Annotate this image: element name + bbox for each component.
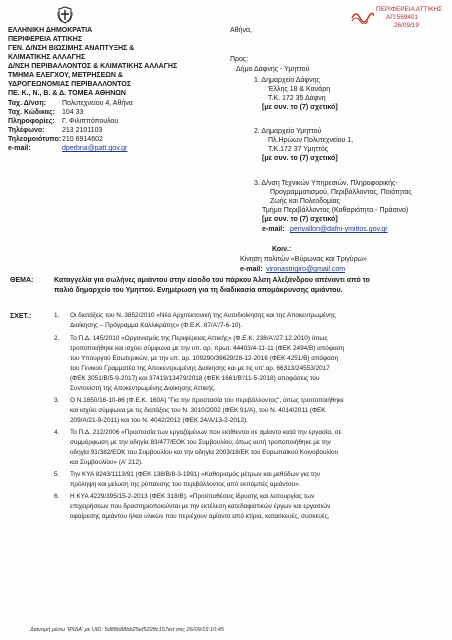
email-label: e-mail: [8,145,31,152]
info-label: Πληροφορίες: [8,118,55,125]
reference-line: Την ΚΥΑ 8243/1113/91 (ΦΕΚ 138/Β/8-3-1991) «Καθορισμός μέτρων και μεθόδων για την [70,471,320,478]
reference-line: συμμόρφωση με την οδηγία 83/477/ΕΟΚ του Συμβουλίου, όπως αυτή τροποποιήθηκε με την [70,439,331,446]
recipient-note: [με συν. το (7) σχετικό] [262,155,338,162]
recipient-line: Τμήμα Περιβάλλοντος (Καθαριότητα - Πράσινο) [262,207,409,214]
address-value: Πολυτεχνείου 4, Αθήνα [62,100,133,107]
recipient-line: Προγραμματισμού, Περιβάλλοντος, Ποιότητας [270,189,412,196]
recipient-note: [με συν. το (7) σχετικό] [262,104,338,111]
copy-email-label: e-mail: [240,266,263,273]
protocol-stamp [372,5,444,35]
copy-email-link[interactable]: vironastrigiro@gmail.com [266,266,346,273]
reference-line: 209/Α/21-9-2011) και του Ν. 4042/2012 (ΦΕΚ 24/Α/13-2-2012). [70,417,248,424]
fax-label: Τηλεομοιότυπο: [8,136,62,143]
stamp-date: 26/09/19 [394,22,419,29]
recipient-line: 1. Δημαρχείο Δάφνης [254,77,320,84]
region-logo-icon [350,6,374,24]
distribution-footer: Διανομή μέσω 'ΙΡΙΔΑ' με UID: 5d88b88bb25ef522ffc157ed στις 26/09/19 10:45 [30,627,224,633]
sender-line: ΠΕΡΙΦΕΡΕΙΑ ΑΤΤΙΚΗΣ [8,36,83,43]
recipient-line: Τ.Κ.172 37 Υμηττός [268,146,329,153]
phone-value: 213 2101103 [62,127,103,134]
reference-number: 6. [54,493,60,500]
sender-line: ΠΕ. Κ., Ν., Β. & Δ. ΤΟΜΕΑ ΑΘΗΝΩΝ [8,90,126,97]
sender-line: Δ/ΝΣΗ ΠΕΡΙΒΑΛΛΟΝΤΟΣ & ΚΛΙΜΑΤΙΚΗΣ ΑΛΛΑΓΗΣ [8,63,178,70]
sender-line: ΓΕΝ. Δ/ΝΣΗ ΒΙΩΣΙΜΗΣ ΑΝΑΠΤΥΞΗΣ & [8,45,135,52]
subject-line: Καταγγελία για σωλήνες αμιάντου στην είσοδο του πάρκου Άλση Αλεξάνδρου απέναντι από το [54,277,370,284]
reference-line: και Συμβουλίου» (Α' 212). [70,459,143,466]
reference-number: 2. [54,335,60,342]
stamp-protocol: ΑΠ:569401 [386,14,418,21]
reference-line: οδηγία 91/382/ΕΟΚ του Συμβουλίου και την οδηγία 2003/18/ΕΚ του Ευρωπαϊκού Κοινοβουλίου [70,449,339,456]
sender-email-link[interactable]: dperbna@patt.gov.gr [62,145,128,152]
recipient-line: Έλλης 18 & Κανάρη [268,86,331,93]
recipient-line: 3. Δ/νση Τεχνικών Υπηρεσιών, Πληροφορικής- [254,180,398,187]
reference-line: αφαίρεσης αμιάντου ή/και υλικών που περιέχουν αμίαντο από κτίρια, κατασκευές, συσκευές, [70,513,330,520]
stamp-org: ΠΕΡΙΦΕΡΕΙΑ ΑΤΤΙΚΗΣ [376,6,443,13]
address-label: Ταχ. Δ/νση: [8,100,46,107]
recipient-note: [με συν. το (7) σχετικό] [262,216,338,223]
sender-line: ΤΜΗΜΑ ΕΛΕΓΧΟΥ, ΜΕΤΡΗΣΕΩΝ & [8,72,123,79]
recipient-line: 2. Δημαρχείο Υμηττού [254,128,322,135]
reference-number: 3. [54,397,60,404]
reference-number: 1. [54,312,60,319]
reference-line: Το Π.Δ. 145/2010 «Οργανισμός της Περιφέρειας Αττικής» (Φ.Ε.Κ. 238/Α'/27.12.2010) όπως [70,335,328,342]
sender-line: ΥΔΡΟΓΕΩΝΟΜΙΑΣ ΠΕΡΙΒΑΛΛΟΝΤΟΣ [8,81,132,88]
subject-line: παλιό δημαρχείο του Υμηττού. Ενημέρωση για τη διαδικασία απομάκρυνσης αμιάντου. [54,287,343,294]
greek-coat-of-arms-icon [56,6,74,24]
reference-line: Συντονιστή της Αποκεντρωμένης Διοίκησης Αττικής. [70,385,216,392]
subject-label: ΘΕΜΑ: [10,277,34,284]
recipient-line: Πλ.Ηρώων Πολυτεχνείου 1, [268,137,354,144]
place-date: Αθήνα, [230,27,252,34]
to-label: Προς: [230,56,249,63]
reference-line: και ισχύει σύμφωνα με τις διατάξεις του Ν. 3010/2002 (ΦΕΚ 91/Α), του Ν. 4014/2011 (ΦΕΚ [70,407,326,414]
recipient-line: Τ.Κ. 172 35 Δάφνη [268,95,326,102]
recipient-email-link[interactable]: perivallon@dafni-ymittos.gov.gr [290,226,388,233]
reference-line: επιχειρήσεων που δραστηριοποιούνται με την εκτέλεση κατεδαφιστικών έργων και εργασιών [70,503,331,510]
reference-line: πρόληψη και μείωση της ρύπανσης του περιβάλλοντος από εκπομπές αμιάντου». [70,481,301,488]
zip-label: Ταχ. Κώδικας: [8,109,55,116]
reference-line: Το Π.Δ. 212/2006 «Προστασία των εργαζομένων που εκτίθενται σε αμίαντο κατά την εργασία, σε [70,429,342,436]
reference-number: 4. [54,429,60,436]
reference-line: Οι διατάξεις του Ν. 3852/2010 «Νέα Αρχιτεκτονική της Αυτοδιοίκησης και της Αποκεντρωμένης [70,312,336,319]
reference-line: (ΦΕΚ 3051/Β/5-9-2017) και 37419/13479/2018 (ΦΕΚ 1661/Β'/11-5-2018) αποφάσεις του [70,375,320,382]
references-label: ΣΧΕΤ.: [10,313,32,320]
reference-number: 5. [54,471,60,478]
reference-line: Η ΚΥΑ 4229/395/15-2-2013 (ΦΕΚ 318/Β), «Προϋποθέσεις ίδρυσης και λειτουργίας των [70,493,315,500]
reference-line: του Γενικού Γραμματέα της Αποκεντρωμένης Διοίκησης και με τις υπ' αρ. 66313/24553/2017 [70,365,330,372]
fax-value: 210 6914602 [62,136,103,143]
to-group: Δήμο Δάφνης - Υμηττού [236,66,310,73]
copy-label: Κοιν.: [272,246,292,253]
sender-line: ΕΛΛΗΝΙΚΗ ΔΗΜΟΚΡΑΤΙΑ [8,27,93,34]
copy-line: Κίνηση πολιτών «Βύρωνας και Τριγύρω» [240,256,367,263]
reference-line: Διοίκησης – Πρόγραμμα Καλλικράτης» (Φ.Ε.Κ. 87/Α'/7-6-10). [70,322,243,329]
reference-line: τροποποιήθηκε και ισχύει σύμφωνα με την υπ. αρ. πρωτ. 44403/4-11-11 (ΦΕΚ 2494/Β) απόφαση [70,345,345,352]
zip-value: 104 33 [62,109,84,116]
recipient-email-label: e-mail: [262,226,285,233]
info-value: Γ. Φιλιππόπουλου [62,118,119,125]
sender-line: ΚΛΙΜΑΤΙΚΗΣ ΑΛΛΑΓΗΣ [8,54,86,61]
phone-label: Τηλέφωνο: [8,127,45,134]
reference-line: Ο Ν.1650/16-10-86 (Φ.Ε.Κ. 160Α) "Για την προστασία του περιβάλλοντος", όπως τροποποιήθηκε [70,397,345,404]
recipient-line: Ζωής και Πολεοδομίας [270,198,341,205]
reference-line: του Υπουργού Εσωτερικών, με την υπ. αρ. 109290/39629/28-12-2016 (ΦΕΚ 4251/Β) απόφαση [70,355,339,362]
